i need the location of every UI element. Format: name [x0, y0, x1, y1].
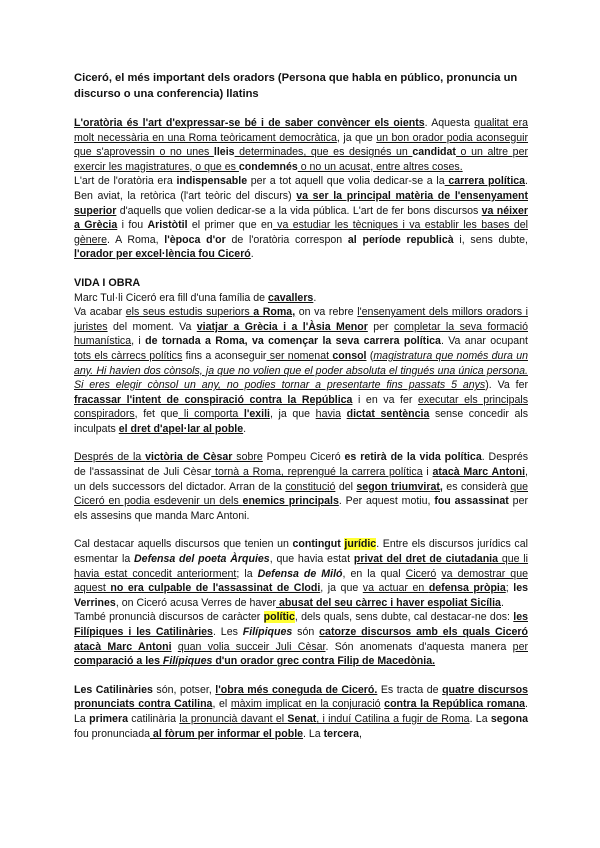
document-title: Ciceró, el més important dels oradors (Persona que habla en público, pronuncia un discurso o una conferencia) llatins [74, 72, 518, 100]
text-run: va ser la principal matèria de l'ensenyament superior [74, 189, 528, 217]
text-run: va actuar en [362, 582, 429, 595]
text-run: jurídic [344, 538, 377, 551]
text-run: dictat sentència [346, 408, 430, 421]
text-run: fracassar l'intent de conspiració contra la República [74, 393, 353, 406]
text-run: al període republicà [347, 233, 454, 246]
text-run: que li havia estat concedit anteriorment [74, 553, 529, 580]
text-run: va demostrar que aquest [74, 567, 528, 595]
text-run: cavallers [267, 291, 314, 304]
section-heading: VIDA I OBRA [74, 276, 141, 289]
text-run: viatjar a Grècia i a l'Àsia Menor [196, 320, 368, 333]
text-run: li comporta [178, 408, 244, 421]
text-run: tercera [323, 727, 359, 740]
text-run: Filípiques [162, 655, 213, 668]
text-run: lleis [213, 146, 235, 159]
text-run: havia [315, 408, 341, 421]
text-run: , ja que [270, 408, 316, 421]
text-run: enemics principals [242, 495, 339, 508]
text-run: , dels quals, sens dubte, cal destacar-ne dos: [294, 611, 514, 624]
text-run: comparació a les [74, 655, 163, 668]
text-run: , ja que [336, 131, 377, 144]
text-run: Filípiques [242, 626, 293, 638]
text-run: l'època d'or [164, 233, 226, 246]
paragraph [74, 174, 528, 262]
text-run: , i [131, 335, 146, 348]
text-run: fou pronunciada [74, 727, 150, 740]
text-run: els seus estudis superiors [125, 306, 254, 319]
text-run: . [500, 596, 504, 609]
text-run: , en la qual [342, 567, 406, 580]
text-run: condemnés [238, 160, 298, 173]
text-run: quatre discursos pronunciats contra Catilina [74, 683, 529, 711]
text-run: la pronuncià davant el [179, 712, 288, 725]
text-run: contra la República romana [384, 698, 526, 711]
text-run: segona [490, 712, 528, 725]
text-run: , el [212, 698, 231, 711]
text-run: va néixer a Grècia [74, 204, 528, 232]
text-run: Pompeu Ciceró [262, 451, 345, 464]
text-run: a Roma, [253, 306, 296, 319]
text-run: on va rebre [295, 306, 358, 319]
text-run: executar els principals conspiradors [74, 393, 528, 421]
text-run: l'obra més coneguda de Ciceró. [215, 683, 378, 696]
text-run: les Filípiques i les Catilinàries [74, 611, 528, 638]
text-run: constitució [285, 480, 336, 493]
text-run: són [292, 626, 320, 638]
text-run: abusat del seu càrrec i haver espoliat Sicília [276, 596, 501, 609]
text-run: i [422, 466, 433, 479]
text-run: va estudiar les tècniques i va establir les bases del gènere [74, 219, 528, 246]
text-run: qualitat era molt necessària en una Roma teòricament democràtica [74, 117, 528, 144]
text-run: sobre [232, 451, 263, 464]
text-run: Es tracta de [377, 683, 443, 696]
text-run: Defensa del poeta Àrquies [134, 553, 270, 566]
text-run: victòria de Cèsar [145, 451, 233, 464]
text-run: , que havia estat [269, 553, 354, 566]
text-run: privat del dret de ciutadania [353, 553, 499, 566]
text-run: no era culpable de l'assassinat de Clodi [110, 582, 321, 595]
text-run: , on Ciceró acusa Verres de haver [115, 596, 276, 609]
paragraph-gap [74, 262, 528, 276]
paragraph [74, 116, 528, 174]
text-run: Senat [287, 712, 317, 725]
text-run: primera [89, 712, 128, 725]
text-run: Ciceró [405, 567, 437, 580]
text-run: o no un acusat, entre altres coses. [297, 160, 463, 173]
text-run: , un dels successors del dictador. Arran de la [74, 466, 528, 493]
text-run: . Ben aviat, la retòrica (l'art teòric del discurs) [74, 175, 528, 202]
text-run: . Aquesta [424, 117, 475, 129]
text-run: L'art de l'oratòria era [74, 175, 177, 188]
text-run: ( [366, 349, 374, 362]
paragraph [74, 291, 528, 306]
text-run: defensa pròpia [428, 582, 506, 595]
text-run: l'ensenyament dels millors oradors i juristes [74, 306, 528, 333]
text-run: , [359, 727, 362, 740]
text-run: i en va fer [352, 393, 418, 406]
text-run: el dret d'apel·lar al poble [118, 422, 244, 435]
text-run: sense concedir als inculpats [74, 408, 528, 435]
paragraph-gap [74, 669, 528, 683]
text-run: Cal destacar aquells discursos que tenien un [74, 538, 293, 551]
text-run: fou assassinat [434, 495, 509, 508]
text-run: , fet que [134, 408, 179, 421]
text-run: d'un orador grec contra Filip de Macedònia. [212, 655, 436, 668]
text-run: l'exili [243, 408, 270, 421]
text-run: quan volia succeir Juli Cèsar [177, 640, 326, 653]
text-run: fins a aconseguir [182, 349, 267, 362]
text-run: i fou [117, 219, 148, 232]
text-run: , ja que [320, 582, 363, 595]
text-run: L'oratòria és l'art d'expressar-se bé i de saber convèncer els oients [74, 117, 425, 129]
text-run: de l'oratòria correspon [225, 233, 348, 246]
text-run: completar la seva formació humanística [74, 320, 528, 348]
text-run: magistratura que només dura un any. Hi havien dos cònsols, ja que no volien que el poder absoluta el tingués una única persona. Si eres elegir cònsol un any, no podies tornar a presentarte fins passats 5 anys [74, 349, 528, 392]
text-run: . Entre els discursos jurídics cal esmentar la [74, 538, 528, 566]
text-run: , i induí Catilina a fugir de Roma [316, 712, 470, 725]
text-run: indispensable [176, 175, 248, 188]
text-run: al fòrum per informar el poble [149, 727, 304, 740]
text-run: catorze discursos amb els quals Ciceró atacà Marc Antoni [74, 626, 528, 653]
text-run: Les Catilinàries [74, 683, 153, 696]
paragraph [74, 450, 528, 523]
text-run: un bon orador podia aconseguir que s'aprovessin o no unes [74, 131, 529, 159]
text-run: per [512, 640, 528, 653]
text-run: . La [469, 712, 491, 725]
text-run: per els assesins que manda Marc Antoni. [74, 495, 528, 522]
text-run: ; [505, 582, 514, 595]
document-body [74, 116, 528, 741]
text-run: les Verrines [74, 582, 528, 609]
text-run: del moment. Va [107, 320, 197, 333]
text-run: Defensa de Miló [257, 567, 343, 580]
paragraph [74, 537, 528, 610]
text-run: de tornada a Roma, va començar la seva carrera política [145, 335, 441, 348]
text-run: consol [332, 349, 367, 362]
text-run: . La [74, 698, 528, 725]
text-run: Va acabar [74, 306, 126, 319]
text-run: Després de la [74, 451, 146, 464]
text-run: ; la [236, 567, 258, 580]
text-run: . Va anar ocupant [440, 335, 528, 348]
text-run: màxim implicat en la conjuració [230, 698, 381, 711]
text-run: catilinària [127, 712, 180, 725]
text-run: ser nomenat [266, 349, 333, 362]
text-run: i, sens dubte, [453, 233, 528, 246]
text-run: . Són anomenats d'aquesta manera [325, 640, 513, 653]
text-run: ). Va fer [485, 379, 528, 392]
text-run: es considerà [442, 480, 511, 493]
text-run: . [250, 248, 254, 261]
paragraph [74, 610, 528, 668]
paragraph-gap [74, 523, 528, 537]
text-run: contingut [292, 538, 345, 551]
text-run: . [243, 422, 247, 435]
text-run: . Després de l'assassinat de Juli Cèsar [74, 451, 528, 479]
text-run: o un altre per exercir les magistratures, o que es [74, 146, 528, 173]
text-run: segon triumvirat, [356, 480, 443, 493]
text-run: per a tot aquell que volia dedicar-se a la [247, 175, 445, 188]
text-run: el primer que en [187, 219, 273, 232]
text-run: per [367, 320, 394, 333]
text-run: Ciceró en podia esdevenir un dels [74, 495, 243, 508]
text-run: carrera política [444, 175, 526, 188]
text-run: . [313, 291, 317, 304]
paragraph [74, 305, 528, 436]
text-run: polític [263, 611, 295, 624]
text-run: tornà a Roma, reprengué la carrera política [211, 466, 423, 479]
text-run: d'aquells que volien dedicar-se a la vida pública. L'art de fer bons discursos [116, 204, 482, 217]
text-run: l'orador per excel·lència fou Ciceró [74, 248, 251, 261]
text-run: Marc Tul·li Ciceró era fill d'una família de [74, 291, 268, 304]
text-run: del [335, 480, 357, 493]
text-run: tots els càrrecs polítics [74, 349, 183, 362]
text-run: es retirà de la vida política [344, 451, 482, 464]
text-run: . La [303, 727, 324, 740]
text-run: . Per aquest motiu, [338, 495, 435, 508]
text-run: determinades, que es designés un [234, 146, 413, 159]
text-run: . Les [212, 626, 243, 638]
text-run: que [510, 480, 529, 493]
text-run: són, potser, [152, 683, 216, 696]
paragraph [74, 683, 528, 741]
text-run: Aristòtil [147, 219, 188, 232]
text-run: . A Roma, [107, 233, 165, 246]
text-run: candidat [412, 146, 456, 159]
text-run: atacà Marc Antoni [432, 466, 526, 479]
text-run: També pronuncià discursos de caràcter [74, 611, 264, 624]
paragraph-gap [74, 436, 528, 450]
